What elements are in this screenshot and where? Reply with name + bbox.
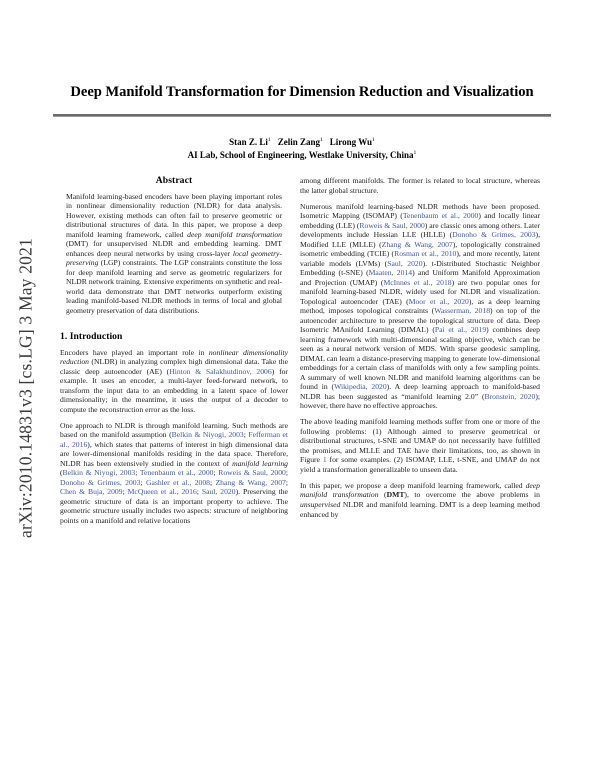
author-names (52, 136, 552, 149)
page-title: Deep Manifold Transformation for Dimension Reduction and Visualization (70, 84, 534, 100)
section-heading-introduction: 1. Introduction (60, 331, 123, 343)
paper-page (52, 0, 600, 776)
author-block (52, 136, 552, 161)
abstract-section (60, 176, 288, 315)
intro-paragraph-1: Encoders have played an important role in nonlinear dimensionality reduction (NLDR) in analyzing complex high dimensional data. Take the classic deep autoencoder (AE) (Hinton & Salakhutdinov, 2006) for example. It uses an encoder, a multi-layer feed-forward network, to transform the input data to an embedding in a latent space of lower dimensionality; in the meantime, it uses the output of a decoder to compute the reconstruction error as the loss. (60, 347, 288, 414)
abstract-heading: Abstract (155, 175, 193, 186)
author-name-1: Zelin Zang (277, 137, 320, 147)
right-column (300, 176, 540, 519)
right-paragraph-2: The above leading manifold learning methods suffer from one or more of the following problems: (1) Although aimed to preserve geometrical or distributional structures, t-SNE and UMAP do not necessarily have fulfilled the promises, and MLLE and TAE have their limitations, too, as shown in Figure 1 for some examples. (2) ISOMAP, LLE, t-SNE, and UMAP do not yield a transformation generalizable to unseen data. (300, 417, 541, 474)
right-continuation-paragraph: among different manifolds. The former is related to local structure, whereas the latter global structure. (300, 176, 540, 195)
arxiv-stamp (0, 0, 52, 776)
left-column (60, 176, 288, 526)
arxiv-stamp-text: arXiv:2010.14831v3 [cs.LG] 3 May 2021 (15, 238, 36, 538)
author-name-2: Lirong Wu (329, 137, 373, 147)
right-paragraph-3: In this paper, we propose a deep manifold learning framework, called deep manifold transformation (DMT), to overcome the above problems in unsupervised NLDR and manifold learning. DMT is a deep learning method enhanced by (300, 480, 540, 519)
author-marker-2: 1 (372, 137, 375, 143)
affiliation-text: AI Lab, School of Engineering, Westlake University, China (187, 149, 414, 160)
intro-paragraph-2: One approach to NLDR is through manifold learning. Such methods are based on the manifold assumption (Belkin & Niyogi, 2003; Fefferman et al., 2016), which states that patterns of interest in high dimensional data are lower-dimensional manifolds residing in the data space. Therefore, NLDR has been extensively studied in the context of manifold learning (Belkin & Niyogi, 2003; Tenenbaum et al., 2000; Roweis & Saul, 2000; Donoho & Grimes, 2003; Gashler et al., 2008; Zhang & Wang, 2007; Chen & Buja, 2009; McQueen et al., 2016; Saul, 2020). Preserving the geometric structure of data is an important property to achieve. The geometric structure usually includes two aspects: structure of neighboring points on a manifold and relative locations (60, 420, 288, 525)
author-marker-0: 1 (267, 137, 271, 143)
author-affiliation (52, 149, 552, 162)
abstract-body: Manifold learning-based encoders have been playing important roles in nonlinear dimensionality reduction (NLDR) for data analysis. However, existing methods can often fail to preserve geometric or distributional structures of data. In this paper, we propose a deep manifold learning framework, called deep manifold transformation (DMT) for unsupervised NLDR and embedding learning. DMT enhances deep neural networks by using cross-layer local geometry-preserving (LGP) constraints. The LGP constraints constitute the loss for deep manifold learning and serve as geometric regularizers for NLDR network training. Extensive experiments on synthetic and real-world data demonstrate that DMT networks outperform existing leading manifold-based NLDR methods in terms of local and global geometry preservation of data distributions. (66, 191, 282, 315)
right-paragraph-1: Numerous manifold learning-based NLDR methods have been proposed. Isometric Mapping (ISOMAP) (Tenenbaum et al., 2000) and locally linear embedding (LLE) (Roweis & Saul, 2000) are classic ones among others. Later developments include Hessian LLE (HLLE) (Donoho & Grimes, 2003), Modified LLE (MLLE) (Zhang & Wang, 2007), topologically constrained isometric embedding (TCIE) (Rosman et al., 2010), and more recently, latent variable models (LVMs) (Saul, 2020). t-Distributed Stochastic Neighbor Embedding (t-SNE) (Maaten, 2014) and Uniform Manifold Approximation and Projection (UMAP) (McInnes et al., 2018) are two popular ones for manifold learning-based NLDR, widely used for NLDR and visualization. Topological autoencoder (TAE) (Moor et al., 2020), as a deep learning method, imposes topological constraints (Wasserman, 2018) on top of the autoencoder architecture to preserve the topological structure of data. Deep Isometric MAnifold Learning (DIMAL) (Pai et al., 2019) combines deep learning framework with multi-dimensional scaling objective, which can be seen as a neural network version of MDS. With sparse geodesic sampling, DIMAL can learn a distance-preserving mapping to generate low-dimensional embeddings for a certain class of manifolds with only a few sampling points. A summary of well known NLDR and manifold learning algorithms can be found in (Wikipedia, 2020). A deep learning approach to manifold-based NLDR has been suggested as “manifold learning 2.0” (Bronstein, 2020); however, there have no effective approaches. (300, 201, 541, 411)
affiliation-marker: 1 (413, 149, 417, 156)
author-name-0: Stan Z. Li (229, 137, 268, 147)
author-marker-1: 1 (319, 137, 323, 143)
title-divider (53, 114, 551, 117)
